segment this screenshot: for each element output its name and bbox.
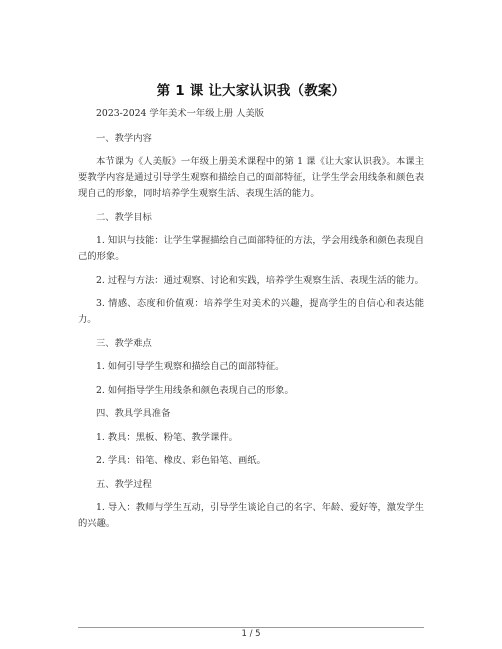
difficulty-item-observe: 1. 如何引导学生观察和描绘自己的面部特征。 <box>96 361 285 372</box>
document-meta: 2023-2024 学年美术一年级上册 人美版 <box>96 108 264 119</box>
document-body <box>78 106 424 540</box>
section-heading-process: 五、教学过程 <box>96 478 152 490</box>
footer-divider <box>78 627 424 628</box>
section-heading-content: 一、教学内容 <box>96 132 152 144</box>
section-heading-goals: 二、教学目标 <box>96 211 152 223</box>
goal-item-values: 3. 情感、态度和价值观：培养学生对美术的兴趣，提高学生的自信心和表达能力。 <box>78 298 424 325</box>
materials-item-teacher: 1. 教具：黑板、粉笔、教学课件。 <box>96 431 238 443</box>
section-heading-difficulties: 三、教学难点 <box>96 337 152 349</box>
section-heading-materials: 四、教具学具准备 <box>96 408 171 419</box>
process-item-intro: 1. 导入：教师与学生互动，引导学生谈论自己的名字、年龄、爱好等，激发学生的兴趣。 <box>78 502 424 529</box>
materials-item-student: 2. 学具：铅笔、橡皮、彩色铅笔、画纸。 <box>96 455 266 466</box>
paragraph-lesson-intro: 本节课为《人美版》一年级上册美术课程中的第 1 课《让大家认识我》。本课主要教学内容是通过引导学生观察和描绘自己的面部特征，让学生学会用线条和颜色表现自己的形象，同时培养学生观察生活、表现生活的能力。 <box>78 156 424 199</box>
page-number: 1 / 5 <box>241 629 261 639</box>
difficulty-item-express: 2. 如何指导学生用线条和颜色表现自己的形象。 <box>96 384 294 396</box>
goal-item-method: 2. 过程与方法：通过观察、讨论和实践，培养学生观察生活、表现生活的能力。 <box>96 274 424 286</box>
document-title: 第 1 课 让大家认识我（教案） <box>156 83 346 99</box>
goal-item-knowledge: 1. 知识与技能：让学生掌握描绘自己面部特征的方法，学会用线条和颜色表现自己的形象。 <box>78 235 424 262</box>
